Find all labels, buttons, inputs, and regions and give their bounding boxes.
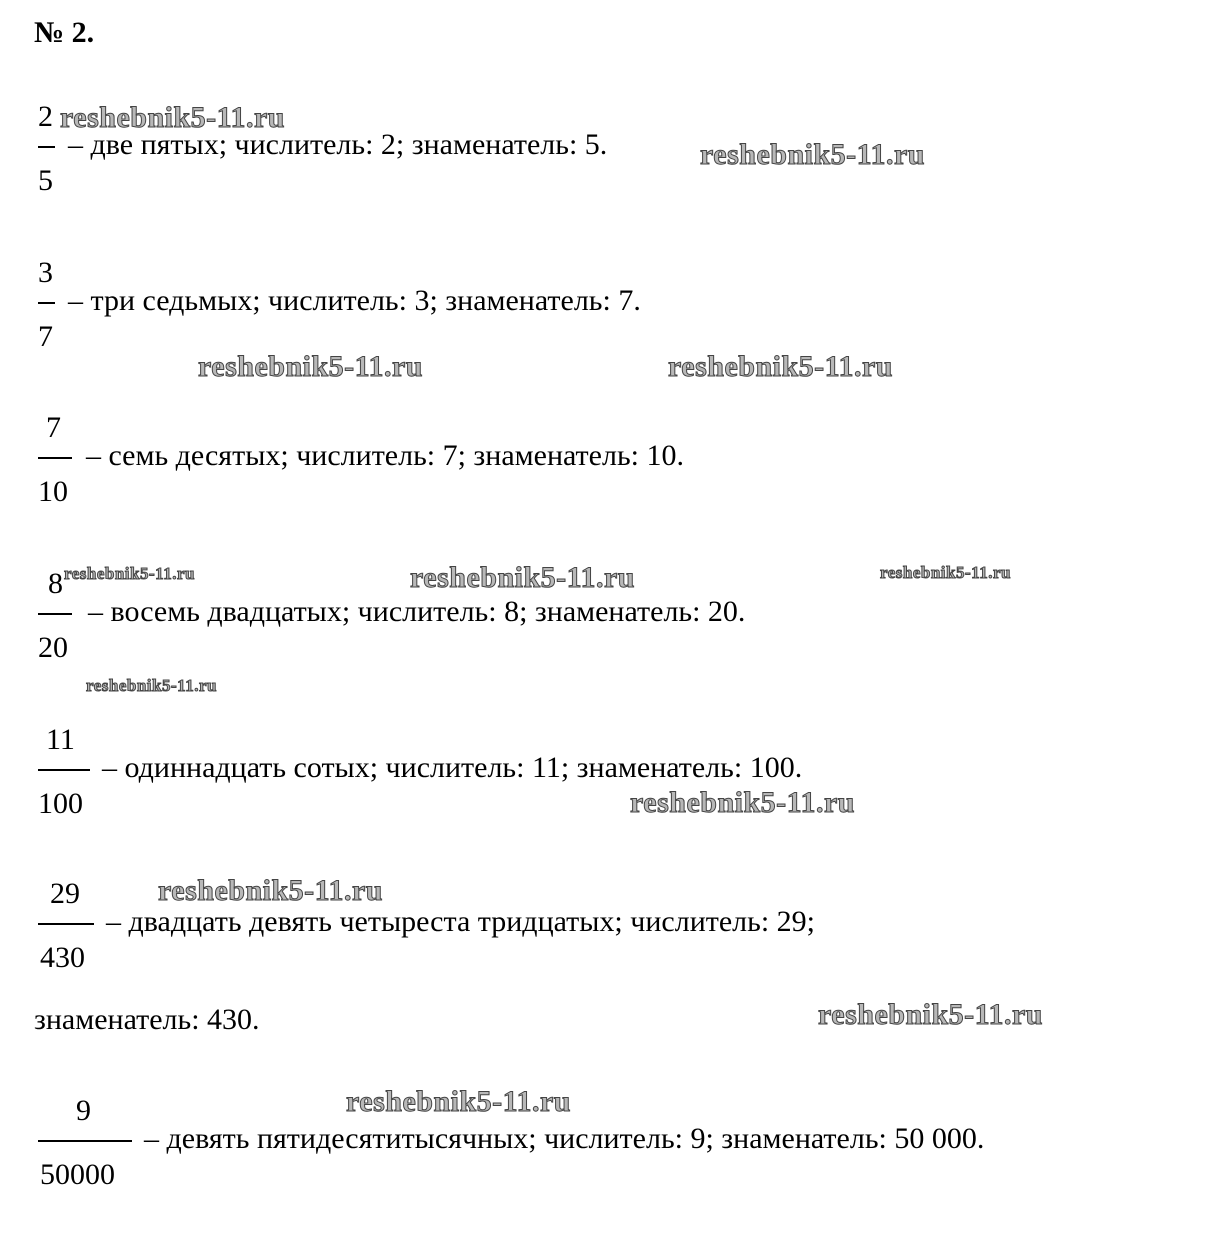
denominator: 7 (38, 320, 53, 353)
watermark: reshebnik5-11.ru (86, 676, 217, 695)
fraction-bar (38, 923, 94, 925)
fraction-bar (38, 146, 55, 148)
fraction-description: – восемь двадцатых; числитель: 8; знаменатель: 20. (88, 595, 746, 628)
numerator: 9 (76, 1094, 91, 1127)
numerator: 8 (48, 567, 63, 600)
denominator: 430 (40, 941, 85, 974)
exercise-number: № 2. (34, 16, 95, 49)
fraction-item (0, 725, 1210, 835)
watermark: reshebnik5-11.ru (668, 350, 893, 383)
denominator: 50000 (40, 1158, 115, 1191)
watermark: reshebnik5-11.ru (346, 1085, 571, 1118)
watermark: reshebnik5-11.ru (700, 138, 925, 171)
watermark: reshebnik5-11.ru (630, 786, 855, 819)
watermark: reshebnik5-11.ru (60, 101, 285, 134)
fraction-description: – двадцать девять четыреста тридцатых; числитель: 29; (106, 905, 815, 938)
numerator: 11 (46, 723, 75, 756)
watermark: reshebnik5-11.ru (64, 564, 195, 583)
denominator: 20 (38, 631, 68, 664)
fraction-item (0, 1096, 1210, 1206)
numerator: 7 (46, 411, 61, 444)
fraction-description: – три седьмых; числитель: 3; знаменатель: 7. (68, 284, 641, 317)
watermark: reshebnik5-11.ru (198, 350, 423, 383)
fraction-item (0, 258, 1210, 368)
numerator: 3 (38, 256, 53, 289)
fraction-bar (38, 769, 90, 771)
fraction-item (0, 413, 1210, 523)
fraction-description: – одиннадцать сотых; числитель: 11; знаменатель: 100. (102, 751, 803, 784)
fraction-bar (38, 302, 55, 304)
numerator: 29 (50, 877, 80, 910)
denominator: 100 (38, 787, 83, 820)
fraction-description-continuation: знаменатель: 430. (34, 1003, 260, 1036)
fraction-bar (38, 613, 72, 615)
fraction-description: – девять пятидесятитысячных; числитель: 9; знаменатель: 50 000. (144, 1122, 985, 1155)
watermark: reshebnik5-11.ru (158, 874, 383, 907)
numerator: 2 (38, 100, 53, 133)
fraction-bar (38, 1140, 132, 1142)
fraction-bar (38, 457, 72, 459)
denominator: 5 (38, 164, 53, 197)
watermark: reshebnik5-11.ru (818, 998, 1043, 1031)
fraction-description: – семь десятых; числитель: 7; знаменатель: 10. (86, 439, 684, 472)
fraction-description: – две пятых; числитель: 2; знаменатель: 5. (68, 128, 608, 161)
watermark: reshebnik5-11.ru (880, 563, 1011, 582)
denominator: 10 (38, 475, 68, 508)
watermark: reshebnik5-11.ru (410, 561, 635, 594)
